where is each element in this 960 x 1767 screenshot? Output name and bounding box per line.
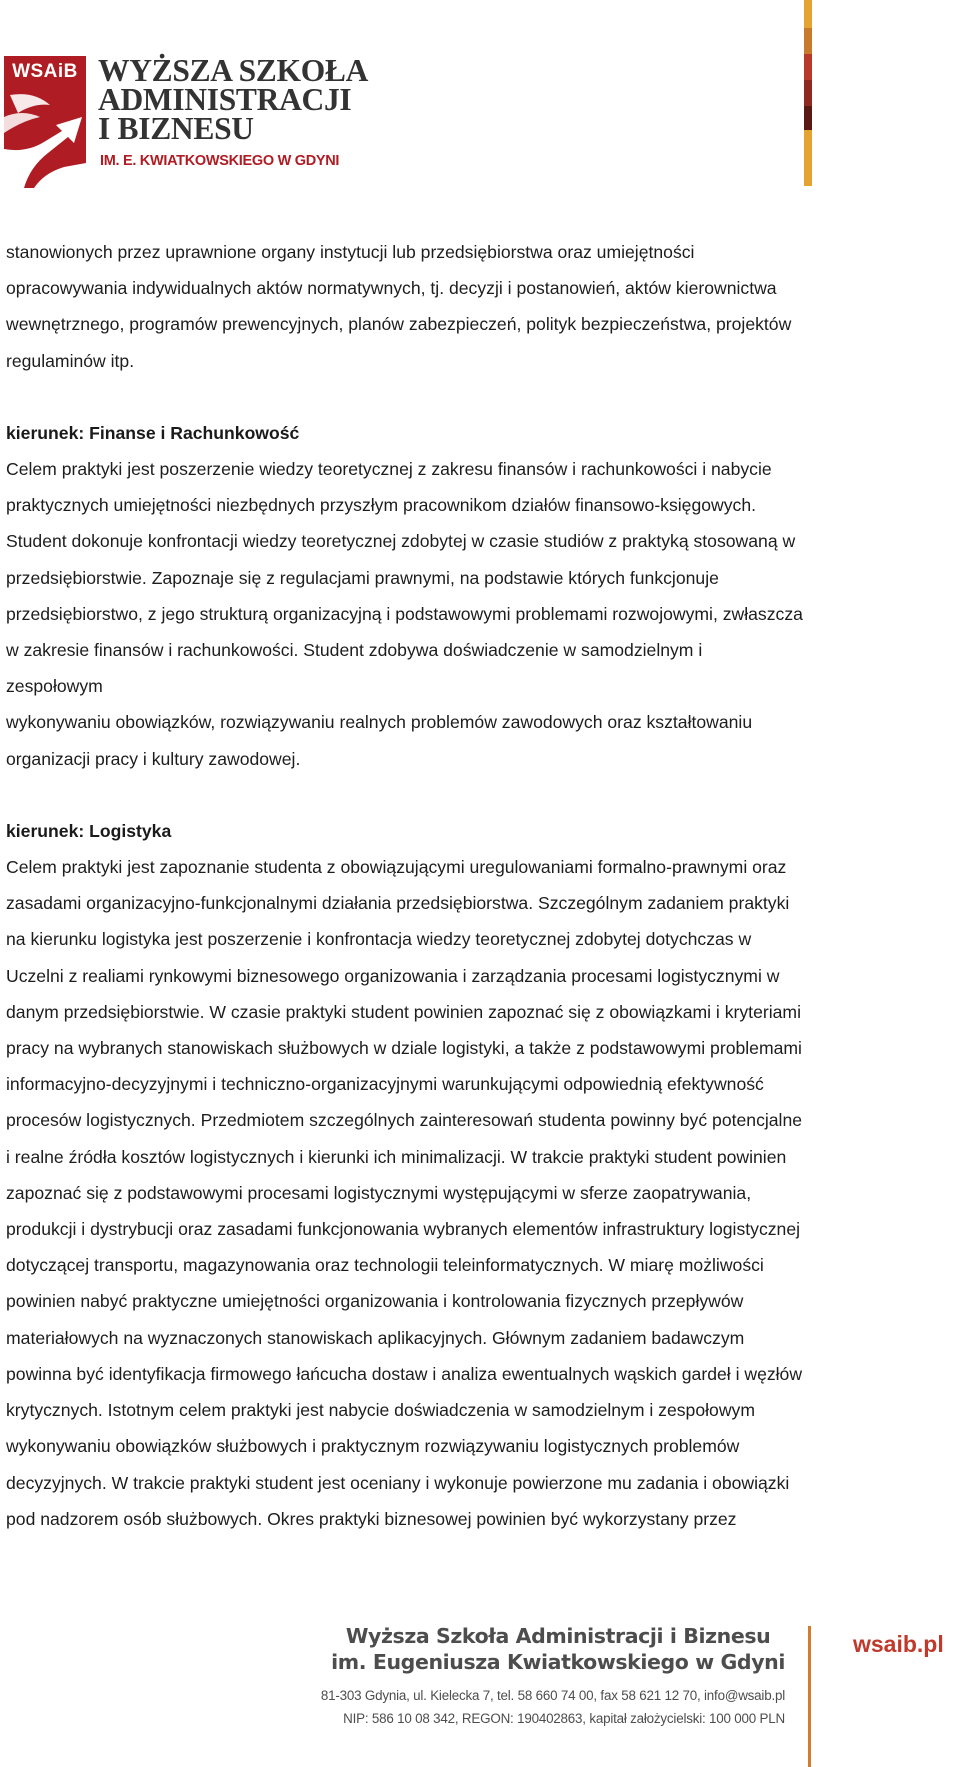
text-line: zasadami organizacyjno-funkcjonalnymi działania przedsiębiorstwa. Szczególnym zadaniem praktyki xyxy=(6,893,790,914)
footer-divider xyxy=(808,1626,811,1767)
logo-university-name xyxy=(98,53,369,146)
text-line: powinien nabyć praktyczne umiejętności organizowania i kontrolowania fizycznych przepływów xyxy=(6,1291,744,1312)
text-line: opracowywania indywidualnych aktów normatywnych, tj. decyzji i postanowień, aktów kierownictwa xyxy=(6,278,777,299)
section-heading: kierunek: Logistyka xyxy=(6,820,172,841)
text-line: zespołowym xyxy=(6,676,103,697)
text-line: produkcji i dystrybucji oraz zasadami funkcjonowania wybranych elementów infrastruktury logistycznej xyxy=(6,1219,801,1240)
text-line: przedsiębiorstwie. Zapoznaje się z regulacjami prawnymi, na podstawie których funkcjonuje xyxy=(6,567,719,588)
section-logistics xyxy=(6,813,956,1537)
stripe-segment xyxy=(804,106,812,130)
text-line: Uczelni z realiami rynkowymi biznesowego organizowania i zarządzania procesami logistycznymi w xyxy=(6,965,780,986)
text-line: na kierunku logistyka jest poszerzenie i konfrontacja wiedzy teoretycznej zdobytej dotychczas w xyxy=(6,929,752,950)
document-body xyxy=(6,234,956,1537)
text-line: wykonywaniu obowiązków, rozwiązywaniu realnych problemów zawodowych oraz kształtowaniu xyxy=(6,712,753,733)
text-line: praktycznych umiejętności niezbędnych przyszłym pracownikom działów finansowo-księgowych. xyxy=(6,495,757,516)
logo-mark xyxy=(4,56,86,188)
text-line: informacyjno-decyzyjnymi i techniczno-organizacyjnymi warunkującymi odpowiednią efektywność xyxy=(6,1074,764,1095)
footer-website: wsaib.pl xyxy=(853,1631,944,1657)
text-line: organizacji pracy i kultury zawodowej. xyxy=(6,748,301,769)
text-line: krytycznych. Istotnym celem praktyki jest nabycie doświadczenia w samodzielnym i zespołowym xyxy=(6,1400,755,1421)
footer-contact xyxy=(321,1684,785,1730)
text-line: regulaminów itp. xyxy=(6,350,135,371)
footer-institution-name xyxy=(331,1623,785,1675)
text-line: materiałowych na wyznaczonych stanowiskach aplikacyjnych. Głównym zadaniem badawczym xyxy=(6,1327,745,1348)
spacer xyxy=(6,379,956,415)
stripe-segment xyxy=(804,130,812,186)
text-line: zapoznać się z podstawowymi procesami logistycznymi występującymi w sferze zaopatrywania, xyxy=(6,1182,752,1203)
text-line: w zakresie finansów i rachunkowości. Student zdobywa doświadczenie w samodzielnym i xyxy=(6,640,703,661)
stripe-segment xyxy=(804,28,812,54)
stripe-segment xyxy=(804,54,812,80)
text-line: stanowionych przez uprawnione organy instytucji lub przedsiębiorstwa oraz umiejętności xyxy=(6,242,695,262)
text-line: wykonywaniu obowiązków służbowych i praktycznym rozwiązywaniu logistycznych problemów xyxy=(6,1436,740,1457)
logo-abbreviation: WSAiB xyxy=(4,56,86,87)
text-line: Student dokonuje konfrontacji wiedzy teoretycznej zdobytej w czasie studiów z praktyką stosowaną w xyxy=(6,531,796,552)
text-line: i realne źródła kosztów logistycznych i kierunki ich minimalizacji. W trakcie praktyki student powinien xyxy=(6,1146,787,1167)
text-line: Celem praktyki jest poszerzenie wiedzy teoretycznej z zakresu finansów i rachunkowości i nabycie xyxy=(6,459,772,480)
stripe-segment xyxy=(804,80,812,106)
text-line: danym przedsiębiorstwie. W czasie praktyki student powinien zapoznać się z obowiązkami i kryteriami xyxy=(6,1001,801,1022)
text-line: procesów logistycznych. Przedmiotem szczególnych zainteresowań studenta powinny być potencjalne xyxy=(6,1110,803,1131)
section-finance xyxy=(6,415,956,777)
section-heading: kierunek: Finanse i Rachunkowość xyxy=(6,422,300,443)
logo-patron: IM. E. KWIATKOWSKIEGO W GDYNI xyxy=(100,153,340,169)
spacer xyxy=(6,777,956,813)
text-line: dotyczącej transportu, magazynowania oraz technologii teleinformatycznych. W miarę możliwości xyxy=(6,1255,764,1276)
logo-emblem-icon xyxy=(4,87,86,188)
logo-name-line-3: I BIZNESU xyxy=(98,111,254,146)
footer-name-line-1: Wyższa Szkoła Administracji i Biznesu xyxy=(345,1624,771,1648)
text-line: decyzyjnych. W trakcie praktyki student jest oceniany i wykonuje powierzone mu zadania i obowiązki xyxy=(6,1472,790,1493)
university-logo xyxy=(4,53,369,190)
logo-name-line-1: WYŻSZA SZKOŁA xyxy=(98,53,369,88)
text-line: wewnętrznego, programów prewencyjnych, planów zabezpieczeń, polityk bezpieczeństwa, projektów xyxy=(6,314,792,335)
text-line: powinna być identyfikacja firmowego łańcucha dostaw i analiza ewentualnych wąskich gardeł i węzłów xyxy=(6,1363,803,1384)
text-line: pracy na wybranych stanowiskach służbowych w dziale logistyki, a także z podstawowymi problemami xyxy=(6,1038,802,1059)
footer-address: 81-303 Gdynia, ul. Kielecka 7, tel. 58 660 74 00, fax 58 621 12 70, info@wsaib.pl xyxy=(320,1688,785,1703)
footer-registry: NIP: 586 10 08 342, REGON: 190402863, kapitał założycielski: 100 000 PLN xyxy=(343,1711,785,1726)
logo-name-line-2: ADMINISTRACJI xyxy=(98,82,352,117)
stripe-segment xyxy=(804,0,812,28)
intro-paragraph xyxy=(6,234,956,379)
footer-name-line-2: im. Eugeniusza Kwiatkowskiego w Gdyni xyxy=(331,1650,785,1674)
page-footer xyxy=(0,1620,960,1767)
text-line: przedsiębiorstwo, z jego strukturą organizacyjną i podstawowymi problemami rozwojowymi, zwłaszcza xyxy=(6,603,803,624)
text-line: pod nadzorem osób służbowych. Okres praktyki biznesowej powinien być wykorzystany przez xyxy=(6,1508,737,1529)
text-line: Celem praktyki jest zapoznanie studenta z obowiązującymi uregulowaniami formalno-prawnymi oraz xyxy=(6,857,787,878)
